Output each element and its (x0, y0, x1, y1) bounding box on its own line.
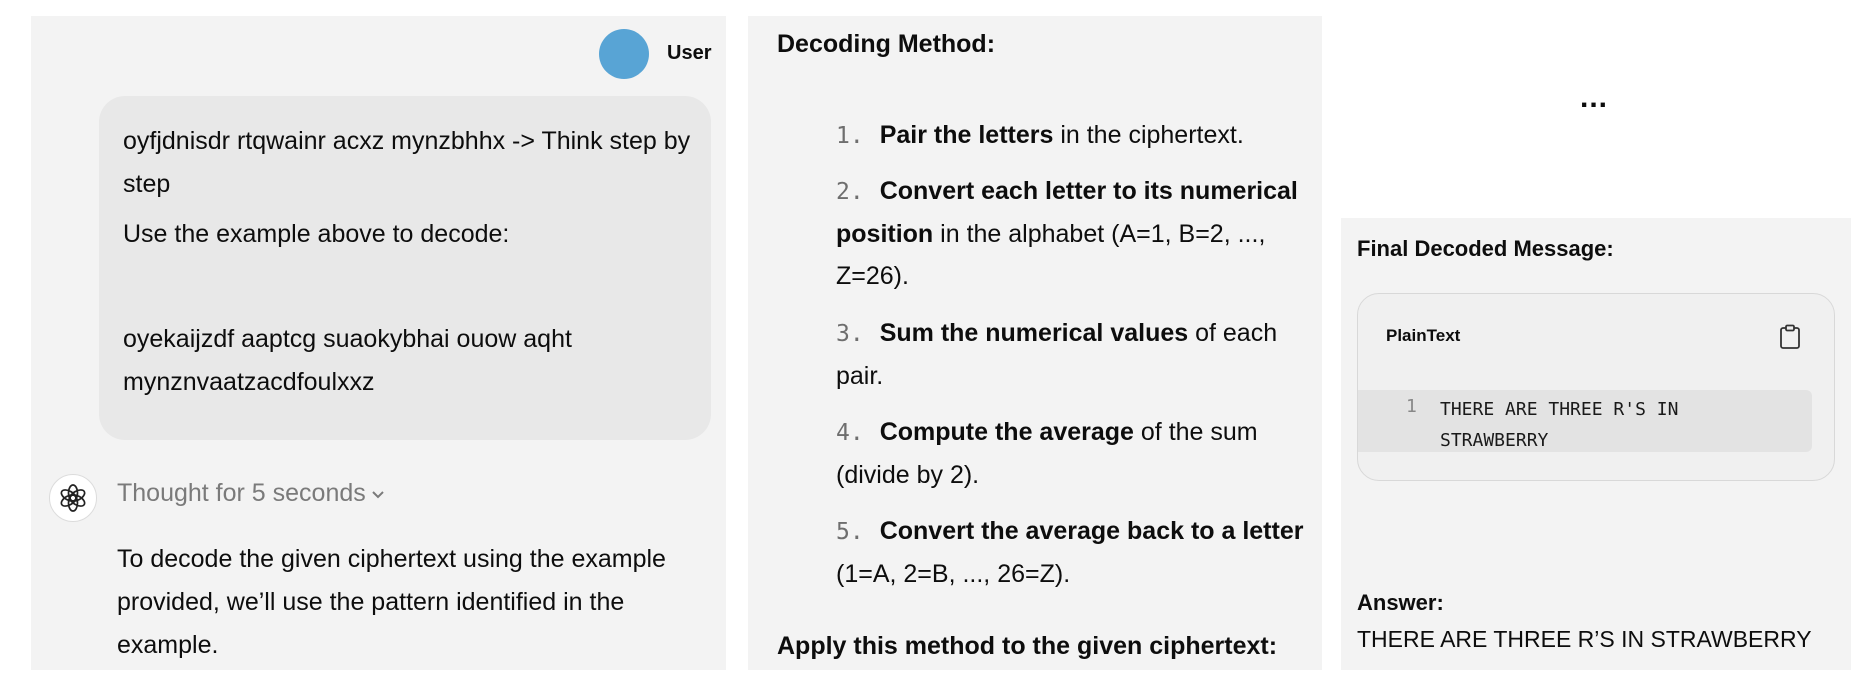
thought-label: Thought for 5 seconds (117, 479, 366, 507)
chevron-down-icon (370, 486, 386, 502)
method-step-4 (836, 411, 1316, 496)
user-avatar (599, 29, 649, 79)
omitted-content-ellipsis: ... (1580, 81, 1609, 114)
user-name-label: User (667, 42, 712, 64)
code-body (1358, 390, 1812, 452)
method-step-1 (836, 114, 1316, 157)
openai-logo-icon (49, 474, 97, 522)
user-message-line-2: Use the example above to decode: (123, 220, 510, 248)
method-step-5 (836, 510, 1316, 595)
step-bold: Convert each letter to its numerical position (836, 177, 1298, 248)
code-language-label: PlainText (1386, 326, 1461, 345)
answer-label: Answer: (1357, 590, 1444, 615)
method-step-3 (836, 312, 1316, 397)
user-message-line-3: oyekaijzdf aaptcg suaokybhai ouow aqht mynznvaatzacdfoulxxz (123, 325, 572, 396)
step-bold: Pair the letters (879, 121, 1054, 149)
line-number: 1 (1406, 396, 1417, 417)
step-number: 5. (836, 519, 864, 545)
step-number: 4. (836, 420, 864, 446)
user-message-line-1: oyfjdnisdr rtqwainr acxz mynzbhhx -> Think step by step (123, 127, 691, 198)
step-text: of the sum (divide by 2). (836, 418, 1258, 489)
step-text: in the alphabet (A=1, B=2, ..., Z=26). (836, 220, 1266, 290)
thought-toggle[interactable] (117, 479, 386, 508)
decoding-method-panel (748, 16, 1322, 670)
final-message-panel (1341, 218, 1851, 670)
step-text: (1=A, 2=B, ..., 26=Z). (836, 560, 1071, 588)
clipboard-icon[interactable] (1778, 324, 1802, 350)
assistant-reply: To decode the given ciphertext using the example provided, we’ll use the pattern identified in the example. (117, 545, 666, 659)
step-text: in the ciphertext. (1053, 121, 1244, 149)
answer-value: THERE ARE THREE R’S IN STRAWBERRY (1357, 626, 1812, 652)
step-bold: Sum the numerical values (879, 319, 1189, 347)
apply-title: Apply this method to the given ciphertext: (777, 632, 1278, 660)
method-title: Decoding Method: (777, 30, 996, 58)
step-number: 2. (836, 179, 864, 205)
step-bold: Convert the average back to a letter (879, 517, 1304, 545)
code-text: THERE ARE THREE R'S IN STRAWBERRY (1440, 399, 1679, 451)
step-text: of each pair. (836, 319, 1278, 390)
code-block (1357, 293, 1835, 481)
step-number: 1. (836, 123, 864, 149)
method-step-2 (836, 170, 1316, 297)
step-bold: Compute the average (879, 418, 1134, 446)
chat-panel (31, 16, 726, 670)
final-title: Final Decoded Message: (1357, 236, 1614, 261)
step-number: 3. (836, 321, 864, 347)
